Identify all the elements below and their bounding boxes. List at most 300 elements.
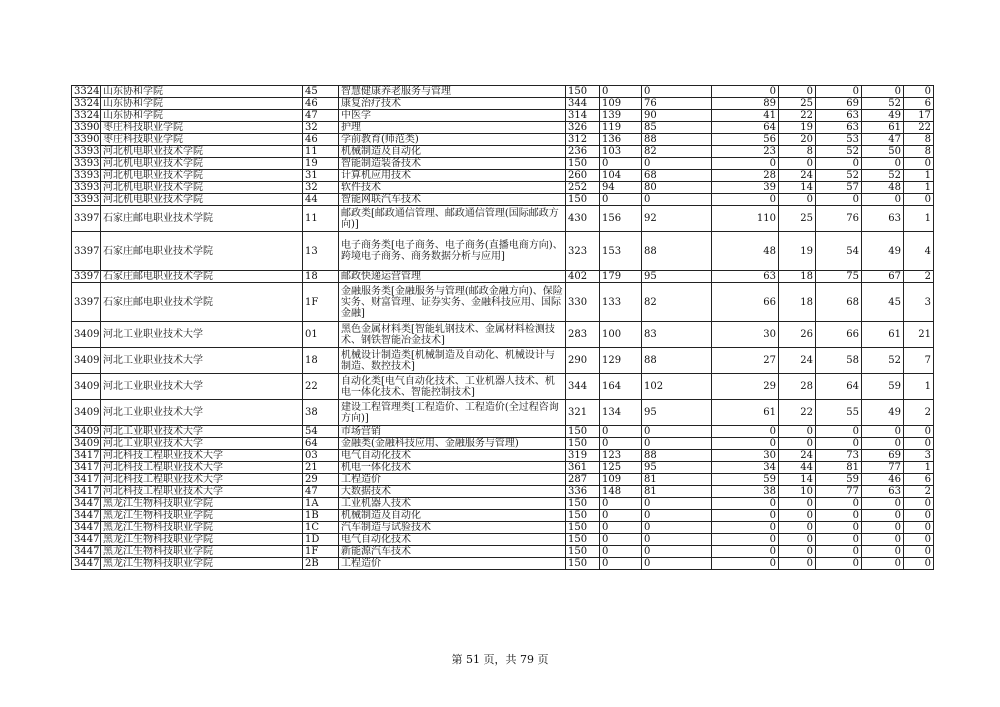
school-name-cell: 河北机电职业技术学院 xyxy=(101,194,303,206)
count-cell-2: 80 xyxy=(642,182,712,194)
count-cell-3: 0 xyxy=(712,534,779,546)
count-cell-7: 0 xyxy=(904,534,934,546)
count-cell-2: 82 xyxy=(642,146,712,158)
school-name-cell: 石家庄邮电职业技术学院 xyxy=(101,232,303,271)
major-code-cell: 47 xyxy=(303,486,339,498)
count-cell-2: 95 xyxy=(642,400,712,426)
major-code-cell: 18 xyxy=(303,348,339,374)
count-cell-6: 49 xyxy=(862,110,904,122)
count-cell-3: 64 xyxy=(712,122,779,134)
count-cell-1: 0 xyxy=(600,522,642,534)
count-cell-3: 0 xyxy=(712,194,779,206)
school-name-cell: 河北科技工程职业技术大学 xyxy=(101,474,303,486)
count-cell-4: 25 xyxy=(779,98,816,110)
major-name-cell: 电气自动化技术 xyxy=(339,534,566,546)
count-cell-7: 17 xyxy=(904,110,934,122)
count-cell-2: 92 xyxy=(642,206,712,232)
school-code-cell: 3417 xyxy=(72,486,101,498)
count-cell-6: 0 xyxy=(862,498,904,510)
count-cell-1: 0 xyxy=(600,534,642,546)
major-code-cell: 29 xyxy=(303,474,339,486)
table-row xyxy=(72,158,934,170)
count-cell-5: 75 xyxy=(816,271,862,283)
count-cell-1: 0 xyxy=(600,510,642,522)
school-name-cell: 石家庄邮电职业技术学院 xyxy=(101,283,303,322)
count-cell-3: 63 xyxy=(712,271,779,283)
page-footer: 第 51 页，共 79 页 xyxy=(451,653,549,666)
count-cell-6: 52 xyxy=(862,348,904,374)
plan-count-cell: 236 xyxy=(566,146,600,158)
count-cell-7: 7 xyxy=(904,348,934,374)
major-code-cell: 1D xyxy=(303,534,339,546)
count-cell-5: 0 xyxy=(816,426,862,438)
count-cell-1: 100 xyxy=(600,322,642,348)
count-cell-6: 61 xyxy=(862,122,904,134)
count-cell-6: 47 xyxy=(862,134,904,146)
count-cell-1: 0 xyxy=(600,158,642,170)
count-cell-1: 119 xyxy=(600,122,642,134)
count-cell-6: 63 xyxy=(862,206,904,232)
count-cell-2: 88 xyxy=(642,232,712,271)
plan-count-cell: 150 xyxy=(566,194,600,206)
major-code-cell: 46 xyxy=(303,98,339,110)
count-cell-5: 76 xyxy=(816,206,862,232)
count-cell-6: 0 xyxy=(862,438,904,450)
count-cell-4: 0 xyxy=(779,498,816,510)
major-name-cell: 大数据技术 xyxy=(339,486,566,498)
count-cell-6: 0 xyxy=(862,522,904,534)
count-cell-3: 0 xyxy=(712,558,779,570)
count-cell-1: 133 xyxy=(600,283,642,322)
count-cell-4: 0 xyxy=(779,426,816,438)
count-cell-7: 6 xyxy=(904,98,934,110)
count-cell-4: 18 xyxy=(779,283,816,322)
school-name-cell: 黑龙江生物科技职业学院 xyxy=(101,498,303,510)
plan-count-cell: 344 xyxy=(566,98,600,110)
school-name-cell: 枣庄科技职业学院 xyxy=(101,134,303,146)
count-cell-1: 0 xyxy=(600,194,642,206)
admission-table xyxy=(71,85,934,570)
plan-count-cell: 314 xyxy=(566,110,600,122)
count-cell-4: 0 xyxy=(779,510,816,522)
major-name-cell: 计算机应用技术 xyxy=(339,170,566,182)
count-cell-5: 59 xyxy=(816,474,862,486)
count-cell-3: 34 xyxy=(712,462,779,474)
school-name-cell: 河北工业职业技术大学 xyxy=(101,400,303,426)
major-name-cell: 邮政快递运营管理 xyxy=(339,271,566,283)
count-cell-7: 3 xyxy=(904,283,934,322)
count-cell-3: 23 xyxy=(712,146,779,158)
count-cell-1: 0 xyxy=(600,546,642,558)
plan-count-cell: 344 xyxy=(566,374,600,400)
count-cell-3: 110 xyxy=(712,206,779,232)
count-cell-7: 0 xyxy=(904,546,934,558)
major-code-cell: 11 xyxy=(303,206,339,232)
table-row xyxy=(72,534,934,546)
count-cell-4: 14 xyxy=(779,474,816,486)
major-name-cell: 汽车制造与试验技术 xyxy=(339,522,566,534)
count-cell-3: 48 xyxy=(712,232,779,271)
table-row xyxy=(72,98,934,110)
count-cell-6: 50 xyxy=(862,146,904,158)
count-cell-5: 0 xyxy=(816,86,862,98)
count-cell-7: 0 xyxy=(904,558,934,570)
count-cell-6: 0 xyxy=(862,194,904,206)
table-row xyxy=(72,122,934,134)
major-code-cell: 2B xyxy=(303,558,339,570)
count-cell-4: 26 xyxy=(779,322,816,348)
plan-count-cell: 150 xyxy=(566,546,600,558)
major-name-cell: 金融服务类[金融服务与管理(邮政金融方向)、保险实务、财富管理、证券实务、金融科技应用、国际金融] xyxy=(339,283,566,322)
school-code-cell: 3417 xyxy=(72,462,101,474)
count-cell-5: 73 xyxy=(816,450,862,462)
count-cell-3: 30 xyxy=(712,450,779,462)
school-name-cell: 黑龙江生物科技职业学院 xyxy=(101,558,303,570)
count-cell-7: 0 xyxy=(904,194,934,206)
major-name-cell: 智能网联汽车技术 xyxy=(339,194,566,206)
count-cell-3: 0 xyxy=(712,438,779,450)
school-code-cell: 3417 xyxy=(72,474,101,486)
count-cell-2: 0 xyxy=(642,534,712,546)
count-cell-2: 0 xyxy=(642,510,712,522)
count-cell-3: 0 xyxy=(712,426,779,438)
count-cell-4: 0 xyxy=(779,194,816,206)
school-name-cell: 黑龙江生物科技职业学院 xyxy=(101,546,303,558)
count-cell-4: 0 xyxy=(779,158,816,170)
count-cell-4: 0 xyxy=(779,86,816,98)
school-code-cell: 3447 xyxy=(72,534,101,546)
school-code-cell: 3397 xyxy=(72,206,101,232)
count-cell-7: 0 xyxy=(904,158,934,170)
count-cell-1: 139 xyxy=(600,110,642,122)
count-cell-7: 0 xyxy=(904,426,934,438)
table-row xyxy=(72,206,934,232)
count-cell-7: 1 xyxy=(904,374,934,400)
count-cell-5: 64 xyxy=(816,374,862,400)
count-cell-1: 0 xyxy=(600,426,642,438)
plan-count-cell: 430 xyxy=(566,206,600,232)
count-cell-6: 61 xyxy=(862,322,904,348)
plan-count-cell: 326 xyxy=(566,122,600,134)
major-name-cell: 电气自动化技术 xyxy=(339,450,566,462)
table-row xyxy=(72,283,934,322)
count-cell-7: 6 xyxy=(904,474,934,486)
table-row xyxy=(72,498,934,510)
major-name-cell: 中医学 xyxy=(339,110,566,122)
school-name-cell: 黑龙江生物科技职业学院 xyxy=(101,522,303,534)
count-cell-3: 61 xyxy=(712,400,779,426)
plan-count-cell: 361 xyxy=(566,462,600,474)
count-cell-1: 134 xyxy=(600,400,642,426)
school-name-cell: 黑龙江生物科技职业学院 xyxy=(101,534,303,546)
count-cell-5: 69 xyxy=(816,98,862,110)
major-name-cell: 智慧健康养老服务与管理 xyxy=(339,86,566,98)
count-cell-5: 57 xyxy=(816,182,862,194)
count-cell-5: 54 xyxy=(816,232,862,271)
count-cell-4: 28 xyxy=(779,374,816,400)
count-cell-5: 0 xyxy=(816,158,862,170)
plan-count-cell: 150 xyxy=(566,426,600,438)
count-cell-7: 8 xyxy=(904,134,934,146)
count-cell-6: 45 xyxy=(862,283,904,322)
major-name-cell: 邮政类[邮政通信管理、邮政通信管理(国际邮政方向)] xyxy=(339,206,566,232)
school-name-cell: 河北机电职业技术学院 xyxy=(101,182,303,194)
count-cell-4: 22 xyxy=(779,110,816,122)
count-cell-2: 76 xyxy=(642,98,712,110)
school-code-cell: 3393 xyxy=(72,158,101,170)
school-code-cell: 3393 xyxy=(72,182,101,194)
major-code-cell: 1C xyxy=(303,522,339,534)
count-cell-6: 49 xyxy=(862,232,904,271)
count-cell-2: 81 xyxy=(642,486,712,498)
school-code-cell: 3393 xyxy=(72,194,101,206)
major-name-cell: 建设工程管理类[工程造价、工程造价(全过程咨询方向)] xyxy=(339,400,566,426)
count-cell-4: 24 xyxy=(779,348,816,374)
school-name-cell: 河北工业职业技术大学 xyxy=(101,322,303,348)
count-cell-3: 0 xyxy=(712,158,779,170)
plan-count-cell: 321 xyxy=(566,400,600,426)
table-row xyxy=(72,426,934,438)
major-code-cell: 45 xyxy=(303,86,339,98)
count-cell-2: 102 xyxy=(642,374,712,400)
plan-count-cell: 290 xyxy=(566,348,600,374)
table-row xyxy=(72,546,934,558)
count-cell-4: 10 xyxy=(779,486,816,498)
count-cell-3: 29 xyxy=(712,374,779,400)
count-cell-5: 81 xyxy=(816,462,862,474)
school-code-cell: 3390 xyxy=(72,122,101,134)
school-name-cell: 河北工业职业技术大学 xyxy=(101,374,303,400)
major-code-cell: 38 xyxy=(303,400,339,426)
major-code-cell: 44 xyxy=(303,194,339,206)
count-cell-2: 0 xyxy=(642,558,712,570)
school-code-cell: 3397 xyxy=(72,271,101,283)
count-cell-3: 0 xyxy=(712,522,779,534)
count-cell-1: 125 xyxy=(600,462,642,474)
count-cell-7: 0 xyxy=(904,86,934,98)
count-cell-3: 27 xyxy=(712,348,779,374)
count-cell-5: 68 xyxy=(816,283,862,322)
school-code-cell: 3409 xyxy=(72,438,101,450)
count-cell-1: 164 xyxy=(600,374,642,400)
plan-count-cell: 150 xyxy=(566,522,600,534)
table-row xyxy=(72,510,934,522)
school-code-cell: 3409 xyxy=(72,426,101,438)
plan-count-cell: 283 xyxy=(566,322,600,348)
plan-count-cell: 319 xyxy=(566,450,600,462)
major-name-cell: 工程造价 xyxy=(339,558,566,570)
major-code-cell: 64 xyxy=(303,438,339,450)
table-row xyxy=(72,474,934,486)
school-name-cell: 河北科技工程职业技术大学 xyxy=(101,486,303,498)
major-code-cell: 03 xyxy=(303,450,339,462)
school-code-cell: 3409 xyxy=(72,400,101,426)
major-name-cell: 机械设计制造类[机械制造及自动化、机械设计与制造、数控技术] xyxy=(339,348,566,374)
count-cell-3: 89 xyxy=(712,98,779,110)
table-row xyxy=(72,232,934,271)
count-cell-6: 46 xyxy=(862,474,904,486)
count-cell-4: 0 xyxy=(779,546,816,558)
count-cell-1: 0 xyxy=(600,438,642,450)
table-row xyxy=(72,400,934,426)
count-cell-7: 0 xyxy=(904,522,934,534)
table-row xyxy=(72,348,934,374)
count-cell-2: 90 xyxy=(642,110,712,122)
count-cell-1: 156 xyxy=(600,206,642,232)
plan-count-cell: 323 xyxy=(566,232,600,271)
school-name-cell: 山东协和学院 xyxy=(101,98,303,110)
count-cell-6: 0 xyxy=(862,558,904,570)
major-code-cell: 22 xyxy=(303,374,339,400)
count-cell-1: 94 xyxy=(600,182,642,194)
count-cell-2: 0 xyxy=(642,426,712,438)
count-cell-7: 21 xyxy=(904,322,934,348)
count-cell-2: 95 xyxy=(642,271,712,283)
major-code-cell: 13 xyxy=(303,232,339,271)
count-cell-6: 48 xyxy=(862,182,904,194)
count-cell-6: 67 xyxy=(862,271,904,283)
major-name-cell: 机械制造及自动化 xyxy=(339,510,566,522)
count-cell-1: 179 xyxy=(600,271,642,283)
count-cell-5: 77 xyxy=(816,486,862,498)
table-row xyxy=(72,146,934,158)
count-cell-6: 52 xyxy=(862,98,904,110)
count-cell-2: 0 xyxy=(642,498,712,510)
count-cell-2: 95 xyxy=(642,462,712,474)
plan-count-cell: 330 xyxy=(566,283,600,322)
major-name-cell: 护理 xyxy=(339,122,566,134)
count-cell-5: 0 xyxy=(816,558,862,570)
count-cell-3: 41 xyxy=(712,110,779,122)
major-name-cell: 工程造价 xyxy=(339,474,566,486)
count-cell-7: 2 xyxy=(904,271,934,283)
table-row xyxy=(72,110,934,122)
plan-count-cell: 150 xyxy=(566,438,600,450)
school-name-cell: 河北机电职业技术学院 xyxy=(101,146,303,158)
school-code-cell: 3393 xyxy=(72,170,101,182)
count-cell-5: 66 xyxy=(816,322,862,348)
count-cell-1: 123 xyxy=(600,450,642,462)
school-code-cell: 3447 xyxy=(72,510,101,522)
major-name-cell: 康复治疗技术 xyxy=(339,98,566,110)
count-cell-1: 0 xyxy=(600,498,642,510)
count-cell-3: 59 xyxy=(712,474,779,486)
count-cell-4: 20 xyxy=(779,134,816,146)
count-cell-5: 0 xyxy=(816,438,862,450)
school-name-cell: 河北科技工程职业技术大学 xyxy=(101,462,303,474)
school-name-cell: 河北机电职业技术学院 xyxy=(101,158,303,170)
major-code-cell: 01 xyxy=(303,322,339,348)
count-cell-2: 88 xyxy=(642,450,712,462)
table-row xyxy=(72,558,934,570)
count-cell-6: 77 xyxy=(862,462,904,474)
count-cell-3: 30 xyxy=(712,322,779,348)
major-code-cell: 1F xyxy=(303,546,339,558)
major-code-cell: 47 xyxy=(303,110,339,122)
count-cell-4: 8 xyxy=(779,146,816,158)
table-row xyxy=(72,271,934,283)
major-name-cell: 机电一体化技术 xyxy=(339,462,566,474)
count-cell-2: 88 xyxy=(642,348,712,374)
school-name-cell: 石家庄邮电职业技术学院 xyxy=(101,206,303,232)
count-cell-2: 0 xyxy=(642,86,712,98)
major-code-cell: 32 xyxy=(303,182,339,194)
count-cell-2: 0 xyxy=(642,194,712,206)
major-name-cell: 金融类(金融科技应用、金融服务与管理) xyxy=(339,438,566,450)
school-code-cell: 3447 xyxy=(72,546,101,558)
count-cell-4: 19 xyxy=(779,122,816,134)
count-cell-5: 58 xyxy=(816,348,862,374)
count-cell-2: 0 xyxy=(642,158,712,170)
count-cell-2: 85 xyxy=(642,122,712,134)
plan-count-cell: 260 xyxy=(566,170,600,182)
count-cell-5: 0 xyxy=(816,534,862,546)
count-cell-2: 0 xyxy=(642,438,712,450)
count-cell-1: 104 xyxy=(600,170,642,182)
count-cell-6: 0 xyxy=(862,86,904,98)
count-cell-4: 0 xyxy=(779,534,816,546)
plan-count-cell: 150 xyxy=(566,158,600,170)
major-code-cell: 1F xyxy=(303,283,339,322)
school-code-cell: 3447 xyxy=(72,522,101,534)
major-code-cell: 19 xyxy=(303,158,339,170)
count-cell-7: 3 xyxy=(904,450,934,462)
major-name-cell: 自动化类[电气自动化技术、工业机器人技术、机电一体化技术、智能控制技术] xyxy=(339,374,566,400)
school-code-cell: 3447 xyxy=(72,558,101,570)
plan-count-cell: 150 xyxy=(566,558,600,570)
count-cell-6: 0 xyxy=(862,510,904,522)
count-cell-5: 63 xyxy=(816,110,862,122)
school-name-cell: 黑龙江生物科技职业学院 xyxy=(101,510,303,522)
count-cell-6: 0 xyxy=(862,426,904,438)
school-code-cell: 3409 xyxy=(72,322,101,348)
count-cell-4: 22 xyxy=(779,400,816,426)
plan-count-cell: 150 xyxy=(566,86,600,98)
table-row xyxy=(72,374,934,400)
plan-count-cell: 150 xyxy=(566,510,600,522)
table-row xyxy=(72,462,934,474)
count-cell-4: 18 xyxy=(779,271,816,283)
major-name-cell: 新能源汽车技术 xyxy=(339,546,566,558)
school-name-cell: 河北工业职业技术大学 xyxy=(101,438,303,450)
school-name-cell: 石家庄邮电职业技术学院 xyxy=(101,271,303,283)
count-cell-5: 0 xyxy=(816,546,862,558)
table-row xyxy=(72,486,934,498)
school-name-cell: 河北科技工程职业技术大学 xyxy=(101,450,303,462)
count-cell-4: 25 xyxy=(779,206,816,232)
plan-count-cell: 402 xyxy=(566,271,600,283)
count-cell-7: 0 xyxy=(904,510,934,522)
count-cell-6: 0 xyxy=(862,158,904,170)
table-row xyxy=(72,86,934,98)
plan-count-cell: 312 xyxy=(566,134,600,146)
count-cell-5: 63 xyxy=(816,122,862,134)
school-code-cell: 3324 xyxy=(72,98,101,110)
count-cell-7: 2 xyxy=(904,486,934,498)
major-name-cell: 智能制造装备技术 xyxy=(339,158,566,170)
major-name-cell: 黑色金属材料类[智能轧钢技术、金属材料检测技术、钢铁智能冶金技术] xyxy=(339,322,566,348)
count-cell-6: 49 xyxy=(862,400,904,426)
count-cell-1: 109 xyxy=(600,474,642,486)
count-cell-7: 0 xyxy=(904,498,934,510)
count-cell-3: 66 xyxy=(712,283,779,322)
major-name-cell: 机械制造及自动化 xyxy=(339,146,566,158)
count-cell-1: 109 xyxy=(600,98,642,110)
count-cell-6: 63 xyxy=(862,486,904,498)
count-cell-4: 0 xyxy=(779,558,816,570)
school-name-cell: 枣庄科技职业学院 xyxy=(101,122,303,134)
count-cell-5: 52 xyxy=(816,170,862,182)
